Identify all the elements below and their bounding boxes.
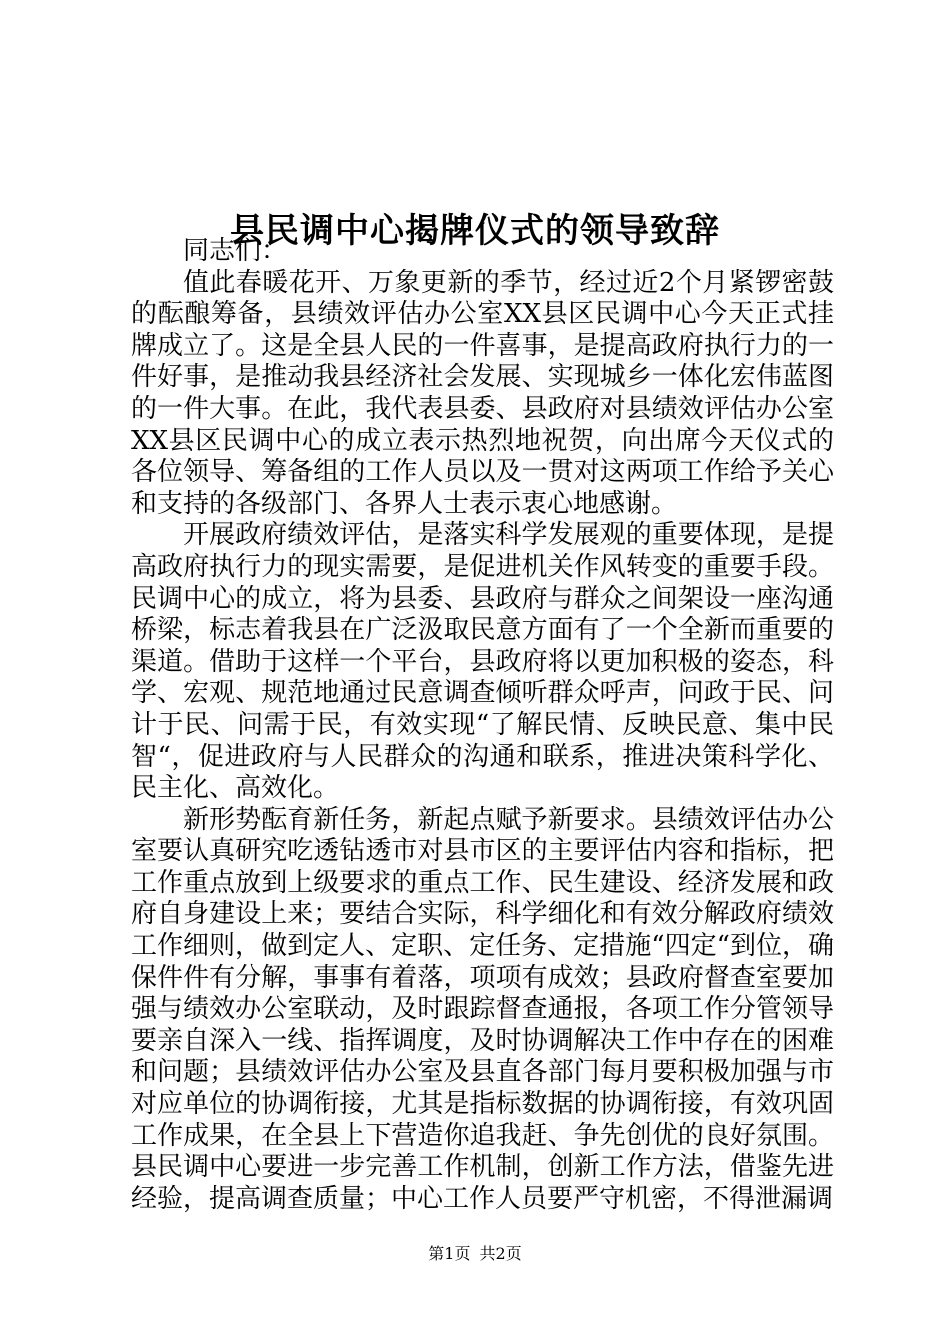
document-title: 县民调中心揭牌仪式的领导致辞 — [230, 210, 720, 251]
paragraph-1: 值此春暖花开、万象更新的季节，经过近2个月紧锣密鼓的酝酿筹备，县绩效评估办公室XX县区民调中心今天正式挂牌成立了。这是全县人民的一件喜事，是提高政府执行力的一件好事，是推动我县经济社会发展、实现城乡一体化宏伟蓝图的一件大事。在此，我代表县委、县政府对县绩效评估办公室XX县区民调中心的成立表示热烈地祝贺，向出席今天仪式的各位领导、筹备组的工作人员以及一贯对这两项工作给予关心和支持的各级部门、各界人士表示衷心地感谢。 — [131, 267, 834, 519]
document-body — [131, 236, 834, 1215]
paragraph-2: 开展政府绩效评估，是落实科学发展观的重要体现，是提高政府执行力的现实需要，是促进机关作风转变的重要手段。民调中心的成立，将为县委、县政府与群众之间架设一座沟通桥梁，标志着我县在广泛汲取民意方面有了一个全新而重要的渠道。借助于这样一个平台，县政府将以更加积极的姿态，科学、宏观、规范地通过民意调查倾听群众呼声，问政于民、问计于民、问需于民，有效实现“了解民情、反映民意、集中民智“，促进政府与人民群众的沟通和联系，推进决策科学化、民主化、高效化。 — [131, 520, 834, 804]
paragraph-3: 新形势酝育新任务，新起点赋予新要求。县绩效评估办公室要认真研究吃透钻透市对县市区的主要评估内容和指标，把工作重点放到上级要求的重点工作、民生建设、经济发展和政府自身建设上来；要结合实际，科学细化和有效分解政府绩效工作细则，做到定人、定职、定任务、定措施“四定“到位，确保件件有分解，事事有着落，项项有成效；县政府督查室要加强与绩效办公室联动，及时跟踪督查通报，各项工作分管领导要亲自深入一线、指挥调度，及时协调解决工作中存在的困难和问题；县绩效评估办公室及县直各部门每月要积极加强与市对应单位的协调衔接，尤其是指标数据的协调衔接，有效巩固工作成果，在全县上下营造你追我赶、争先创优的良好氛围。县民调中心要进一步完善工作机制，创新工作方法，借鉴先进经验，提高调查质量；中心工作人员要严守机密，不得泄漏调 — [131, 804, 834, 1214]
page-number-footer: 第1页 共2页 — [428, 1244, 522, 1263]
salutation: 同志们： — [183, 236, 288, 266]
